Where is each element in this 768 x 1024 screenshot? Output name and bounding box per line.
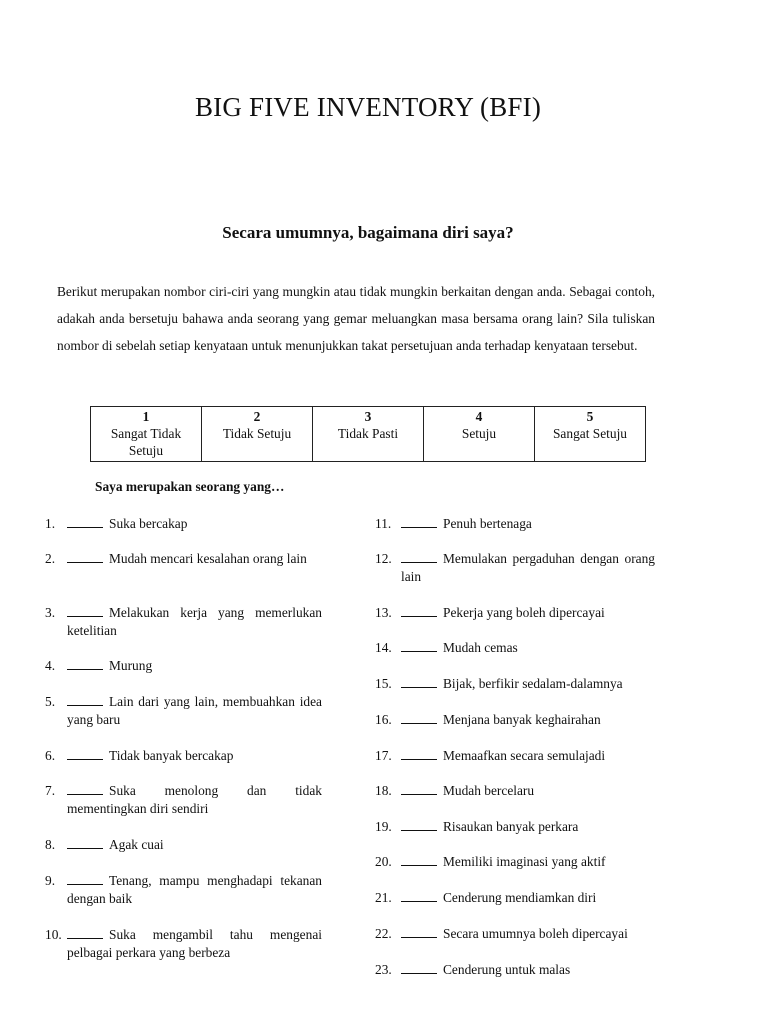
item-number: 17. [375, 748, 392, 763]
item-text: Suka menolong dan tidak mementingkan diri sendiri [67, 783, 322, 816]
answer-blank[interactable] [67, 926, 103, 939]
item-number: 12. [375, 551, 392, 566]
item-number: 3. [45, 605, 56, 620]
item-number: 18. [375, 783, 392, 798]
items-lead-text: Saya merupakan seorang yang… [95, 479, 285, 494]
answer-blank[interactable] [67, 872, 103, 885]
item-text: Risaukan banyak perkara [443, 819, 579, 834]
list-item [375, 782, 655, 800]
item-text: Tidak banyak bercakap [109, 748, 234, 763]
intro-paragraph: Berikut merupakan nombor ciri-ciri yang mungkin atau tidak mungkin berkaitan dengan anda. Sebagai contoh, adakah anda bersetuju bahawa anda seorang yang gemar meluangkan masa bersama orang lain? Sila tuliskan nombor di sebelah setiap kenyataan untuk menunjukkan takat persetujuan anda terhadap kenyataan tersebut. [57, 284, 655, 353]
item-text: Lain dari yang lain, membuahkan idea yang baru [67, 694, 322, 727]
item-number: 7. [45, 783, 56, 798]
item-text: Melakukan kerja yang memerlukan ketelitian [67, 605, 322, 638]
item-number: 8. [45, 837, 56, 852]
list-item [45, 515, 322, 533]
scale-number: 1 [142, 409, 150, 424]
scale-cell [535, 407, 646, 462]
scale-number: 3 [364, 409, 372, 424]
list-item [375, 711, 655, 729]
item-text: Bijak, berfikir sedalam-dalamnya [443, 676, 623, 691]
item-number: 4. [45, 658, 56, 673]
scale-number: 5 [586, 409, 594, 424]
item-number: 20. [375, 854, 392, 869]
list-item [45, 782, 322, 818]
item-text: Memulakan pergaduhan dengan orang lain [401, 551, 655, 584]
list-item [375, 961, 655, 979]
item-text: Agak cuai [109, 837, 164, 852]
list-item [45, 550, 322, 568]
scale-cell [91, 407, 202, 462]
item-text: Cenderung mendiamkan diri [443, 890, 597, 905]
answer-blank[interactable] [401, 889, 437, 902]
item-number: 6. [45, 748, 56, 763]
list-item [375, 889, 655, 907]
answer-blank[interactable] [67, 747, 103, 760]
list-item [45, 872, 322, 908]
list-item [375, 639, 655, 657]
list-item [45, 693, 322, 729]
item-text: Memiliki imaginasi yang aktif [443, 854, 606, 869]
item-number: 15. [375, 676, 392, 691]
list-item [375, 747, 655, 765]
list-item [375, 515, 655, 533]
item-number: 14. [375, 640, 392, 655]
list-item [45, 926, 322, 962]
scale-label: Sangat Tidak Setuju [110, 426, 182, 458]
item-text: Memaafkan secara semulajadi [443, 748, 606, 763]
scale-cell [313, 407, 424, 462]
item-number: 19. [375, 819, 392, 834]
list-item [45, 657, 322, 675]
answer-blank[interactable] [67, 515, 103, 528]
scale-label: Setuju [461, 426, 497, 441]
item-number: 23. [375, 962, 392, 977]
item-text: Mudah bercelaru [443, 783, 535, 798]
list-item [375, 818, 655, 836]
list-item [45, 836, 322, 854]
scale-cell [424, 407, 535, 462]
answer-blank[interactable] [401, 925, 437, 938]
item-text: Penuh bertenaga [443, 516, 532, 531]
item-number: 10. [45, 927, 62, 942]
answer-blank[interactable] [67, 782, 103, 795]
item-text: Murung [109, 658, 153, 673]
answer-blank[interactable] [401, 604, 437, 617]
page-title: BIG FIVE INVENTORY (BFI) [194, 92, 542, 122]
answer-blank[interactable] [401, 550, 437, 563]
answer-blank[interactable] [401, 961, 437, 974]
item-text: Cenderung untuk malas [443, 962, 571, 977]
scale-number: 2 [253, 409, 261, 424]
answer-blank[interactable] [67, 693, 103, 706]
answer-blank[interactable] [67, 604, 103, 617]
item-number: 9. [45, 873, 56, 888]
scale-number: 4 [475, 409, 483, 424]
answer-blank[interactable] [401, 515, 437, 528]
item-number: 1. [45, 516, 56, 531]
list-item [375, 925, 655, 943]
answer-blank[interactable] [401, 853, 437, 866]
scale-label: Tidak Pasti [337, 426, 399, 441]
answer-blank[interactable] [67, 657, 103, 670]
list-item [375, 853, 655, 871]
item-number: 22. [375, 926, 392, 941]
item-text: Tenang, mampu menghadapi tekanan dengan baik [67, 873, 322, 906]
answer-blank[interactable] [401, 711, 437, 724]
item-text: Suka mengambil tahu mengenai pelbagai perkara yang berbeza [67, 927, 322, 960]
scale-label: Sangat Setuju [552, 426, 627, 441]
item-number: 11. [375, 516, 392, 531]
answer-blank[interactable] [401, 675, 437, 688]
answer-blank[interactable] [401, 818, 437, 831]
item-number: 16. [375, 712, 392, 727]
item-text: Mudah mencari kesalahan orang lain [109, 551, 307, 566]
list-item [375, 550, 655, 586]
item-number: 21. [375, 890, 392, 905]
section-subtitle: Secara umumnya, bagaimana diri saya? [222, 223, 514, 242]
item-text: Pekerja yang boleh dipercayai [443, 605, 605, 620]
scale-label: Tidak Setuju [222, 426, 292, 441]
item-number: 5. [45, 694, 56, 709]
answer-blank[interactable] [401, 782, 437, 795]
list-item [45, 604, 322, 640]
list-item [45, 747, 322, 765]
rating-scale-table [90, 406, 646, 462]
answer-blank[interactable] [67, 836, 103, 849]
list-item [375, 675, 655, 693]
item-number: 13. [375, 605, 392, 620]
answer-blank[interactable] [401, 639, 437, 652]
answer-blank[interactable] [401, 747, 437, 760]
answer-blank[interactable] [67, 550, 103, 563]
item-text: Menjana banyak keghairahan [443, 712, 601, 727]
item-number: 2. [45, 551, 56, 566]
item-text: Mudah cemas [443, 640, 518, 655]
scale-cell [202, 407, 313, 462]
list-item [375, 604, 655, 622]
item-text: Suka bercakap [109, 516, 188, 531]
item-text: Secara umumnya boleh dipercayai [443, 926, 628, 941]
